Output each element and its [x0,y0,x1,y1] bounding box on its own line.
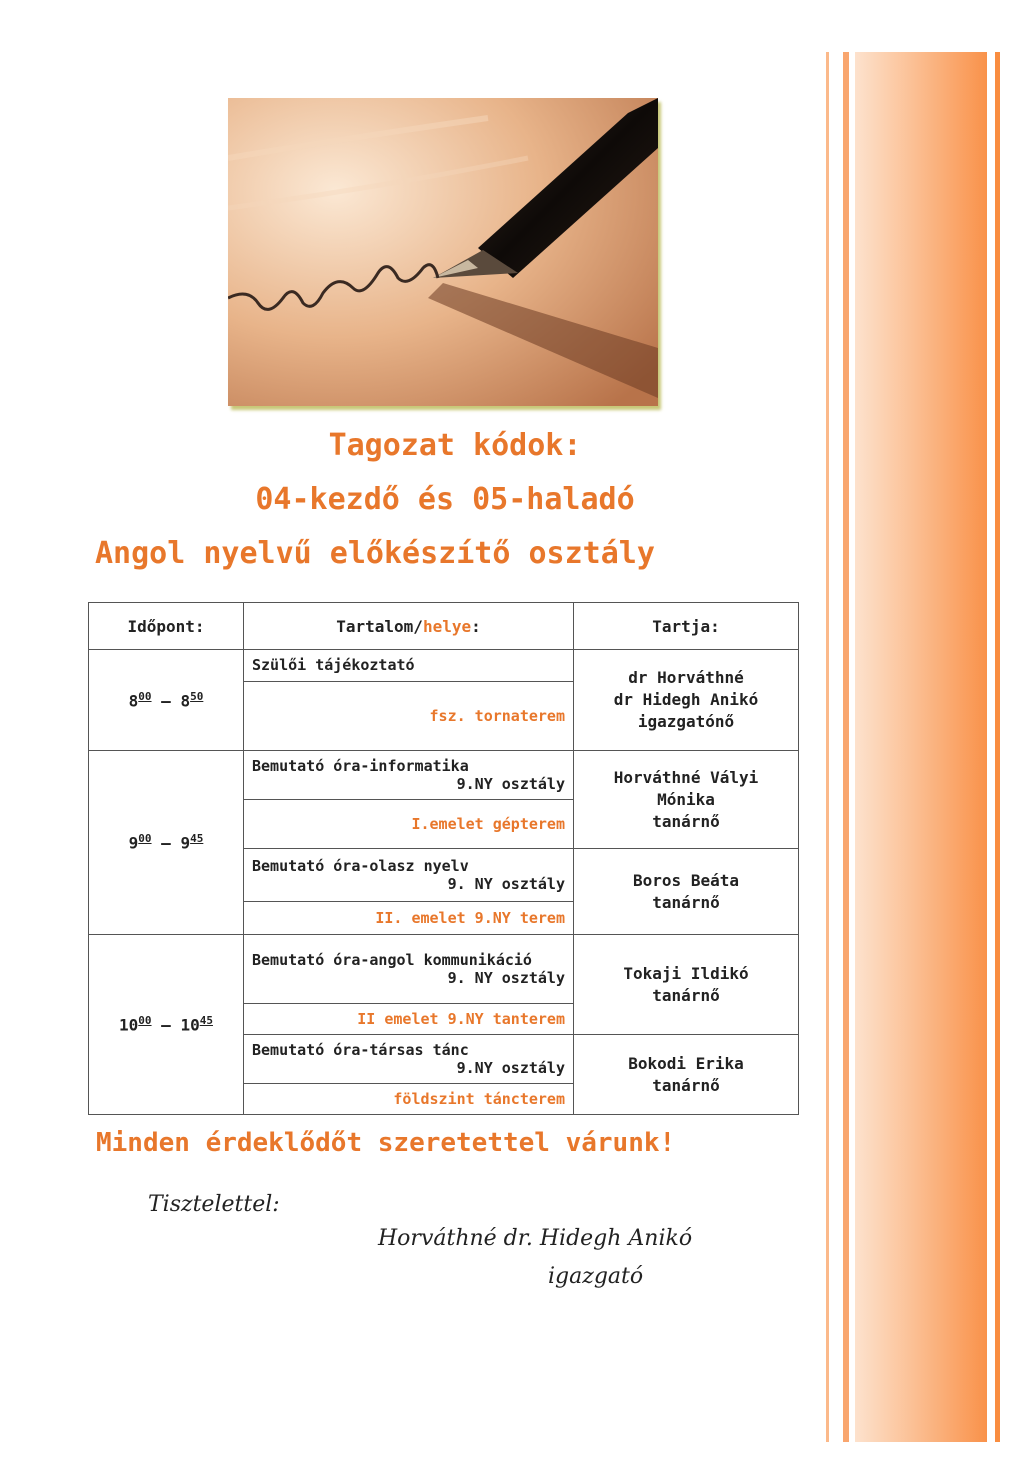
header-content-label: Tartalom/ [336,616,423,636]
who-line: dr Horváthné [628,668,744,687]
signature-greeting: Tisztelettel: [148,1192,280,1217]
time-start-hour: 9 [128,833,139,853]
row-1-title: Szülői tájékoztató [244,650,574,682]
who-line: tanárnő [652,811,720,831]
who-line: Mónika [657,789,715,809]
row-3-class: 9. NY osztály [447,875,565,893]
table-header-row [89,603,799,650]
row-2-who [574,751,799,849]
time-slot-3: $10^{00} - 10^{45}$ [89,935,244,1115]
who-line: tanárnő [652,892,720,912]
header-time: Időpont: [89,603,244,650]
time-slot-1: $8^{00} - 8^{50}$ [89,650,244,751]
row-4-class: 9. NY osztály [447,969,565,987]
row-5-who [574,1035,799,1115]
row-2-class: 9.NY osztály [456,775,565,793]
row-5-place: földszint táncterem [244,1084,574,1115]
row-4-who [574,935,799,1035]
fountain-pen-photo [228,98,658,406]
time-end-hour: 10 [180,1015,200,1035]
heading-codes: 04-kezdő és 05-haladó [255,482,635,517]
time-end-min: 50 [190,689,204,703]
time-start-min: 00 [138,832,152,846]
decor-stripe-thin [826,52,829,1442]
who-line: Boros Beáta [633,870,739,890]
decor-stripe-medium [843,52,849,1442]
row-1-who [574,650,799,751]
who-line: Horváthné Vályi [613,767,759,787]
decor-stripe-edge [995,52,1000,1442]
who-line: Tokaji Ildikó [623,963,749,983]
time-start-min: 00 [138,1014,152,1028]
row-2-content [244,751,574,800]
row-3-content [244,849,574,902]
who-line: tanárnő [652,985,720,1005]
welcome-message: Minden érdeklődőt szeretettel várunk! [96,1128,676,1158]
header-content [244,603,574,650]
row-4-content [244,935,574,1004]
table-row [89,751,799,800]
row-5-content [244,1035,574,1084]
heading-class-name: Angol nyelvű előkészítő osztály [95,536,655,571]
row-1-place: fsz. tornaterem [244,681,574,750]
time-end-min: 45 [190,832,204,846]
who-line: igazgatónő [637,712,735,731]
time-end-hour: 9 [180,833,191,853]
who-line: dr Hidegh Anikó [613,690,759,709]
signature-role: igazgató [548,1264,644,1289]
table-row [89,935,799,1004]
time-start-min: 00 [138,689,152,703]
row-2-place: I.emelet gépterem [244,800,574,849]
row-2-title: Bemutató óra-informatika [252,757,469,775]
row-3-place: II. emelet 9.NY terem [244,902,574,935]
time-slot-2: $9^{00} - 9^{45}$ [89,751,244,935]
time-end-min: 45 [199,1014,213,1028]
row-5-title: Bemutató óra-társas tánc [252,1041,469,1059]
who-line: Bokodi Erika [628,1053,744,1073]
decor-stripe-gradient [855,52,987,1442]
row-4-title: Bemutató óra-angol kommunikáció [252,951,532,969]
heading-section-codes: Tagozat kódok: [328,428,582,463]
time-end-hour: 8 [180,691,191,711]
row-3-who [574,849,799,935]
time-start-hour: 10 [119,1015,139,1035]
row-3-title: Bemutató óra-olasz nyelv [252,857,469,875]
row-4-place: II emelet 9.NY tanterem [244,1004,574,1035]
row-5-class: 9.NY osztály [456,1059,565,1077]
header-place-label: helye [422,616,472,636]
who-line: tanárnő [652,1075,720,1095]
schedule-table [88,602,799,1115]
header-who: Tartja: [574,603,799,650]
header-colon: : [471,616,481,636]
table-row [89,650,799,682]
signature-name: Horváthné dr. Hidegh Anikó [378,1226,693,1251]
time-start-hour: 8 [128,691,139,711]
